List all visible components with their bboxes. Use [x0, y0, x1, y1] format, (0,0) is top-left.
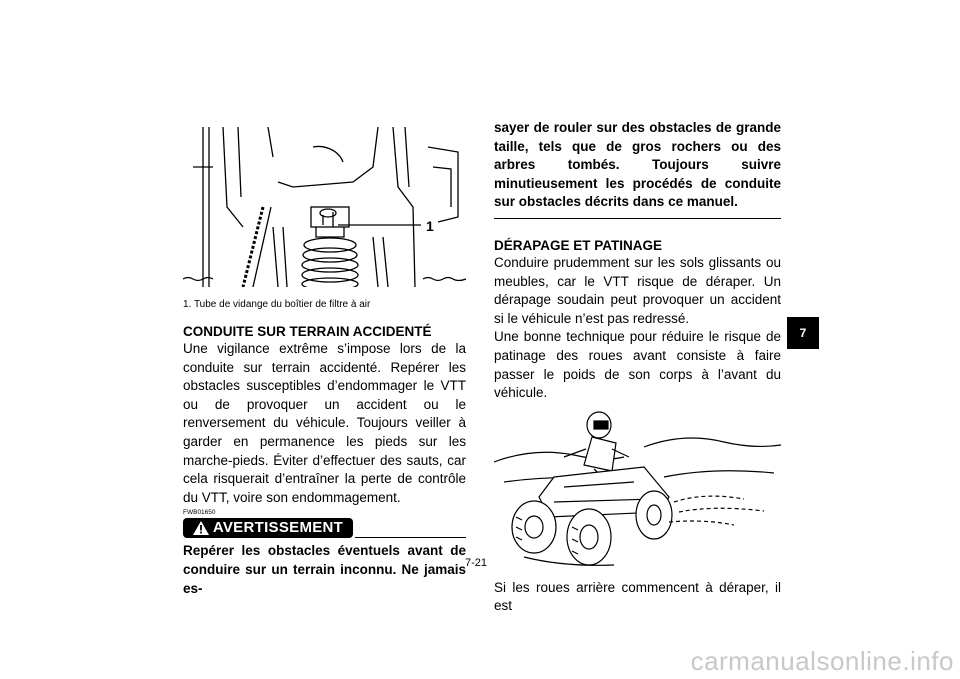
section-heading-rough-terrain: CONDUITE SUR TERRAIN ACCIDENTÉ — [183, 324, 432, 339]
chapter-tab: 7 — [787, 317, 819, 349]
left-column — [183, 127, 466, 598]
warning-text: Repérer les obstacles éventuels avant de conduire sur un terrain inconnu. Ne jamais es- — [183, 543, 466, 596]
warning-text-continued: sayer de rouler sur des obstacles de grande taille, tels que de gros rochers ou des arbres tombés. Toujours suivre minutieusement les procédés de conduite sur obstacles décrits dans ce manuel. — [494, 120, 781, 210]
shock-absorber-illustration — [183, 127, 466, 287]
atv-rider-figure — [494, 407, 781, 579]
warning-title: AVERTISSEMENT — [212, 519, 344, 537]
warning-rule — [355, 537, 466, 538]
right-column — [494, 119, 781, 616]
rough-terrain-paragraph: Une vigilance extrême s’impose lors de la conduite sur terrain accidenté. Repérer les obstacles susceptibles d’endommager le VTT ou de provoquer un accident ou le renversement du véhicule. Toujours veiller à garder en permanence les pieds sur les marche-pieds. Éviter d’effectuer des sauts, car cela risquerait d’entraîner la perte de contrôle du VTT, voire son endommagement. — [183, 341, 466, 505]
section-heading-skidding: DÉRAPAGE ET PATINAGE — [494, 237, 663, 253]
figure-caption: 1. Tube de vidange du boîtier de filtre à air — [183, 299, 371, 310]
warning-code: FWB01650 — [183, 509, 216, 517]
bottom-text: Si les roues arrière commencent à déraper, il est — [494, 579, 781, 614]
shock-absorber-figure — [183, 127, 466, 292]
atv-rider-illustration — [494, 407, 781, 579]
warning-header — [183, 517, 466, 538]
figure-callout-1: 1 — [426, 218, 434, 234]
skidding-paragraph-1: Conduire prudemment sur les sols glissants ou meubles, car le VTT risque de déraper. Un dérapage soudain peut provoquer un accident si le véhicule n’est pas redressé. — [494, 254, 781, 326]
warning-end-rule — [494, 218, 781, 219]
warning-triangle-icon — [193, 521, 209, 535]
warning-label-box — [183, 518, 353, 538]
watermark: carmanualsonline.info — [690, 646, 954, 676]
page-number: 7-21 — [465, 557, 488, 569]
skidding-paragraph-2: Une bonne technique pour réduire le risque de patinage des roues avant consiste à faire passer le poids de son corps à l’avant du véhicule. — [494, 329, 781, 401]
